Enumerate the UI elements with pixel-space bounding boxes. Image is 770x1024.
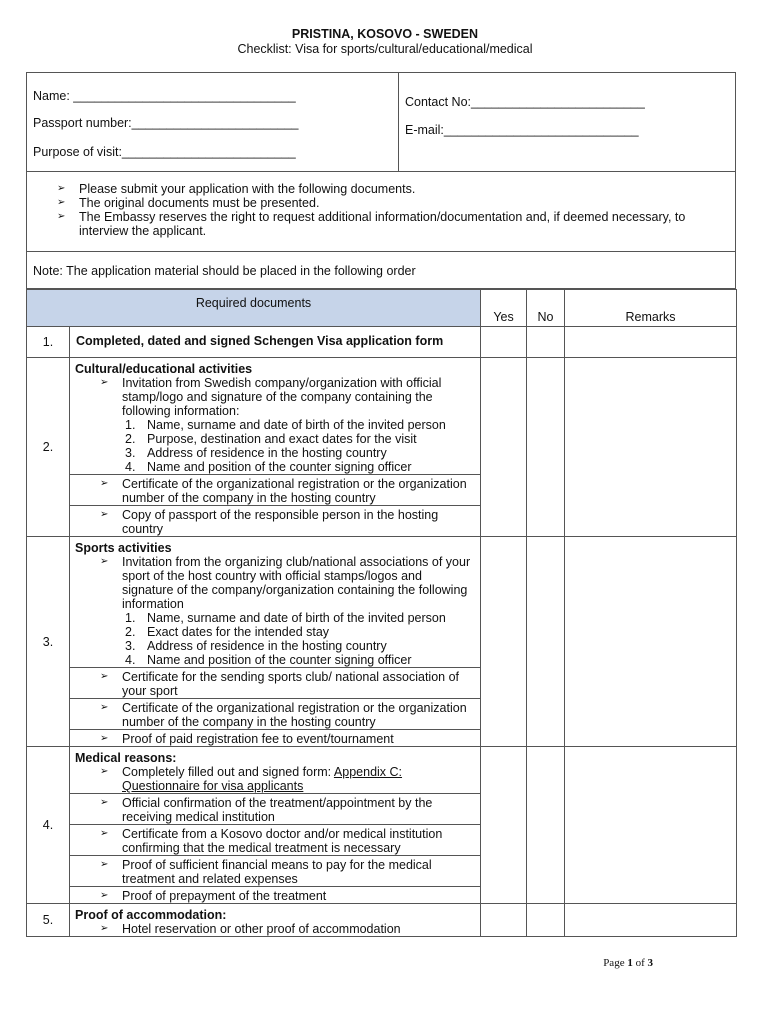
row-requirement (70, 358, 481, 537)
table-row (27, 904, 737, 937)
arrow-bullet-icon: ➢ (100, 556, 109, 567)
numbered-item: 4. Name and position of the counter signing officer (125, 653, 412, 667)
no-checkbox-cell[interactable] (527, 358, 565, 537)
bullet-item: ➢ Hotel reservation or other proof of accommodation (100, 922, 401, 936)
contact-number-field[interactable]: Contact No:_________________________ (405, 95, 645, 109)
requirement-block (70, 749, 480, 793)
numbered-list (75, 611, 476, 667)
bullet-item: ➢ Proof of sufficient financial means to pay for the medical treatment and related expenses (100, 858, 432, 886)
row-number: 3. (27, 537, 70, 747)
requirement-block (70, 824, 480, 855)
numbered-item: 1. Name, surname and date of birth of the invited person (125, 418, 446, 432)
requirement-block (70, 698, 480, 729)
arrow-bullet-icon: ➢ (100, 890, 109, 901)
requirement-block (70, 474, 480, 505)
numbered-item: 1. Name, surname and date of birth of the invited person (125, 611, 446, 625)
bullet-item: ➢ Certificate of the organizational registration or the organization number of the company in the hosting country (100, 477, 467, 505)
instructions-box (26, 172, 736, 252)
arrow-bullet-icon: ➢ (57, 211, 66, 222)
yes-checkbox-cell[interactable] (481, 537, 527, 747)
numbered-item: 2. Purpose, destination and exact dates for the visit (125, 432, 417, 446)
row-requirement (70, 747, 481, 904)
bullet-item: ➢ Official confirmation of the treatment/appointment by the receiving medical institution (100, 796, 433, 824)
requirement-block (70, 539, 480, 667)
arrow-bullet-icon: ➢ (100, 671, 109, 682)
section-heading: Cultural/educational activities (75, 362, 253, 376)
arrow-bullet-icon: ➢ (100, 859, 109, 870)
row-requirement: Completed, dated and signed Schengen Visa application form (70, 327, 481, 358)
remarks-cell[interactable] (565, 537, 737, 747)
header-remarks: Remarks (565, 290, 737, 327)
table-row (27, 537, 737, 747)
arrow-bullet-icon: ➢ (100, 478, 109, 489)
no-checkbox-cell[interactable] (527, 537, 565, 747)
table-row (27, 327, 737, 358)
numbered-list (75, 418, 476, 474)
yes-checkbox-cell[interactable] (481, 327, 527, 358)
remarks-cell[interactable] (565, 904, 737, 937)
yes-checkbox-cell[interactable] (481, 904, 527, 937)
remarks-cell[interactable] (565, 358, 737, 537)
instruction-item: ➢ Please submit your application with the following documents. (57, 182, 416, 196)
row-number: 2. (27, 358, 70, 537)
row-requirement (70, 537, 481, 747)
section-heading: Sports activities (75, 541, 172, 555)
header-required-documents: Required documents (27, 290, 481, 327)
requirement-block (70, 667, 480, 698)
row-number: 1. (27, 327, 70, 358)
arrow-bullet-icon: ➢ (57, 183, 66, 194)
requirement-block (70, 855, 480, 886)
yes-checkbox-cell[interactable] (481, 358, 527, 537)
instruction-item: ➢ The original documents must be presented. (57, 196, 320, 210)
requirement-block (70, 886, 480, 903)
purpose-of-visit-field[interactable]: Purpose of visit:_________________________ (33, 145, 296, 159)
requirement-block (70, 505, 480, 536)
requirements-table (26, 289, 737, 937)
arrow-bullet-icon: ➢ (57, 197, 66, 208)
arrow-bullet-icon: ➢ (100, 923, 109, 934)
requirement-block (70, 360, 480, 474)
requirement-block (70, 729, 480, 746)
numbered-item: 3. Address of residence in the hosting country (125, 446, 387, 460)
requirement-block (70, 906, 480, 936)
instructions-list (27, 172, 735, 238)
bullet-item: ➢ Certificate from a Kosovo doctor and/or medical institution confirming that the medical treatment is necessary (100, 827, 443, 855)
bullet-item: ➢ Certificate for the sending sports club/ national association of your sport (100, 670, 459, 698)
bullet-item: ➢ Proof of prepayment of the treatment (100, 889, 327, 903)
table-row (27, 358, 737, 537)
document-subtitle: Checklist: Visa for sports/cultural/educational/medical (237, 42, 533, 56)
yes-checkbox-cell[interactable] (481, 747, 527, 904)
name-field[interactable]: Name: ________________________________ (33, 89, 296, 103)
arrow-bullet-icon: ➢ (100, 828, 109, 839)
row-number: 4. (27, 747, 70, 904)
header-no: No (527, 290, 565, 327)
order-note: Note: The application material should be placed in the following order (26, 252, 736, 289)
section-heading: Medical reasons: (75, 751, 177, 765)
bullet-item: ➢ Invitation from Swedish company/organization with official stamp/logo and signature of the company containing the following information: (100, 376, 442, 418)
applicant-info-box (26, 72, 736, 172)
arrow-bullet-icon: ➢ (100, 797, 109, 808)
no-checkbox-cell[interactable] (527, 904, 565, 937)
bullet-item: ➢ Invitation from the organizing club/national associations of your sport of the host country with official stamps/logos and signature of the company/organization containing the following information (100, 555, 471, 611)
page-number: Page 1 of 3 (603, 957, 653, 969)
arrow-bullet-icon: ➢ (100, 509, 109, 520)
bullet-item: ➢ Certificate of the organizational registration or the organization number of the company in the hosting country (100, 701, 467, 729)
numbered-item: 4. Name and position of the counter signing officer (125, 460, 412, 474)
no-checkbox-cell[interactable] (527, 747, 565, 904)
table-row (27, 747, 737, 904)
table-header-row (27, 290, 737, 327)
row-requirement (70, 904, 481, 937)
arrow-bullet-icon: ➢ (100, 766, 109, 777)
info-divider (398, 73, 399, 171)
arrow-bullet-icon: ➢ (100, 377, 109, 388)
arrow-bullet-icon: ➢ (100, 702, 109, 713)
header-yes: Yes (481, 290, 527, 327)
passport-number-field[interactable]: Passport number:________________________ (33, 116, 299, 130)
remarks-cell[interactable] (565, 327, 737, 358)
section-heading: Proof of accommodation: (75, 908, 227, 922)
email-field[interactable]: E-mail:____________________________ (405, 123, 639, 137)
appendix-c-link[interactable]: Appendix C: Questionnaire for visa applicants (122, 765, 403, 793)
arrow-bullet-icon: ➢ (100, 733, 109, 744)
numbered-item: 2. Exact dates for the intended stay (125, 625, 330, 639)
no-checkbox-cell[interactable] (527, 327, 565, 358)
bullet-item: ➢ Copy of passport of the responsible person in the hosting country (100, 508, 439, 536)
document-title: PRISTINA, KOSOVO - SWEDEN (291, 27, 479, 41)
bullet-item: ➢ Proof of paid registration fee to event/tournament (100, 732, 394, 746)
row-number: 5. (27, 904, 70, 937)
bullet-item: ➢ Completely filled out and signed form: Appendix C: Questionnaire for visa applicants (100, 765, 403, 793)
remarks-cell[interactable] (565, 747, 737, 904)
requirement-block (70, 793, 480, 824)
instruction-item: ➢ The Embassy reserves the right to request additional information/documentation and, if deemed necessary, to interview the applicant. (57, 210, 686, 238)
numbered-item: 3. Address of residence in the hosting country (125, 639, 387, 653)
